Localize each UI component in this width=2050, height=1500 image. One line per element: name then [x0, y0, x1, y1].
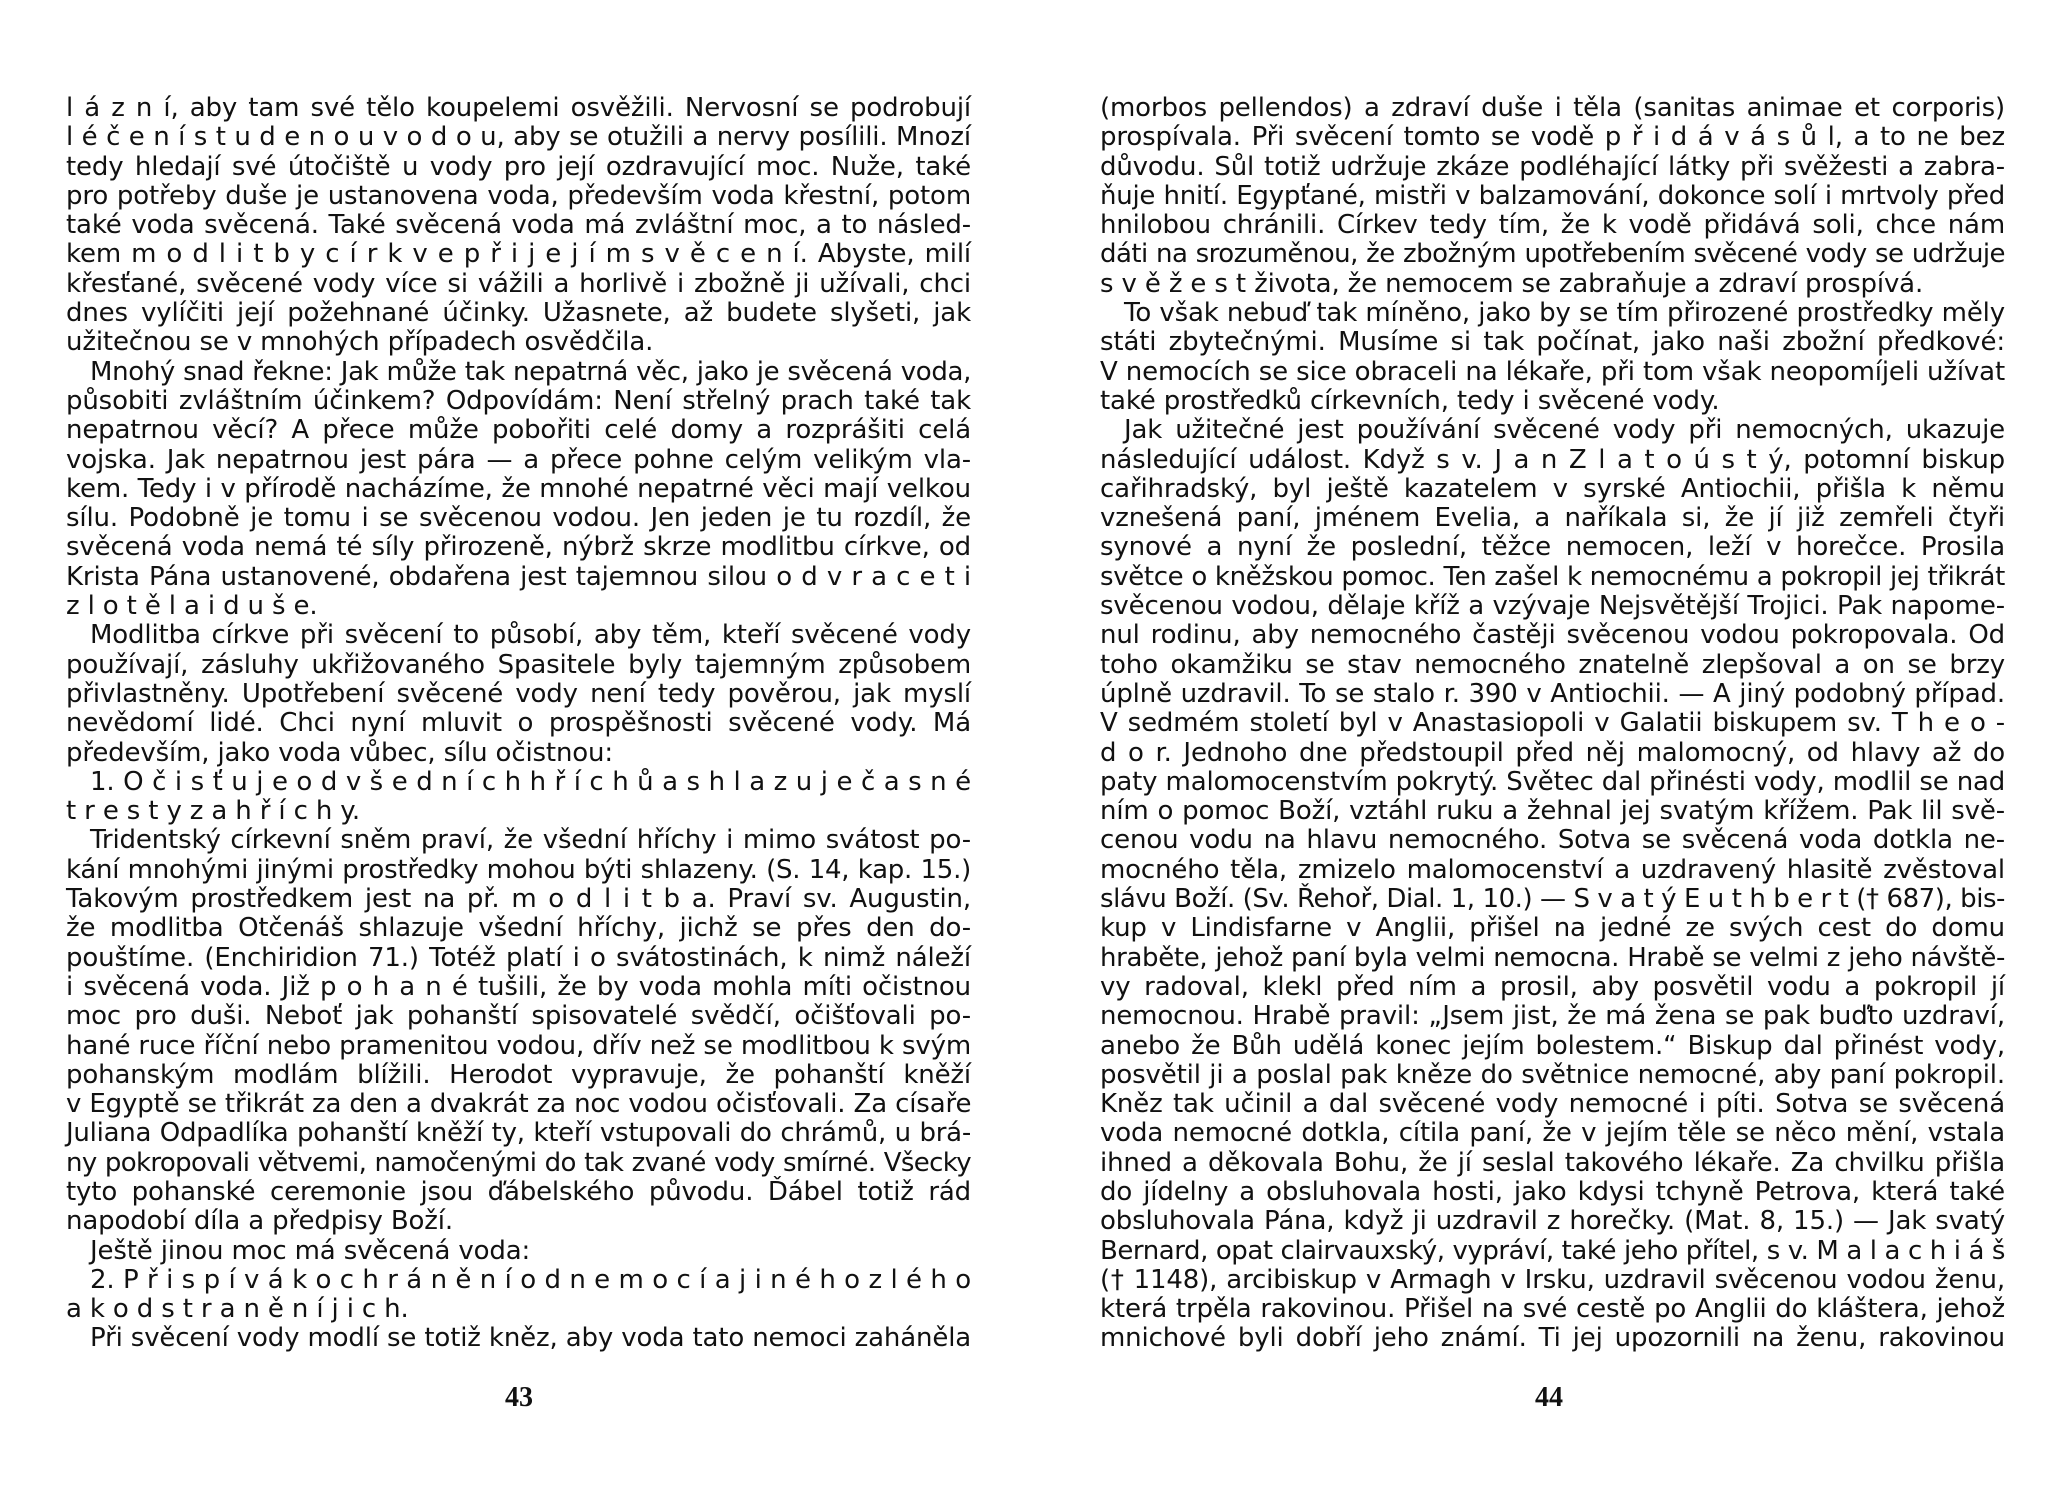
text-line: užitečnou se v mnohých případech osvědčila.	[66, 327, 654, 358]
text-line: 1. O č i s ť u j e o d v š e d n í c h h ř í c h ů a s h l a z u j e č a s n é	[90, 766, 971, 797]
text-line: kání mnohými jinými prostředky mohou býti shlazeny. (S. 14, kap. 15.)	[66, 854, 971, 885]
text-line: nepatrnou věcí? A přece může pobořiti celé domy a rozprášiti celá	[66, 415, 971, 446]
text-line: hnilobou chránili. Církev tedy tím, že k vodě přidává soli, chce nám	[1100, 210, 2005, 241]
text-line: V nemocích se sice obraceli na lékaře, při tom však neopomíjeli užívat	[1100, 356, 2005, 387]
text-line: prospívala. Při svěcení tomto se vodě p ř i d á v á s ů l, a to ne bez	[1100, 122, 2005, 153]
text-line: Krista Pána ustanovené, obdařena jest tajemnou silou o d v r a c e t i	[66, 561, 971, 592]
text-line: vznešená paní, jménem Evelia, a naříkala si, že jí již zemřeli čtyři	[1100, 503, 2005, 534]
text-line: d o r. Jednoho dne předstoupil před něj malomocný, od hlavy až do	[1100, 737, 2005, 768]
text-line: Juliana Odpadlíka pohanští kněží ty, kteří vstupovali do chrámů, u brá-	[66, 1118, 971, 1149]
text-line: paty malomocenstvím pokrytý. Světec dal přinésti vody, modlil se nad	[1100, 766, 2006, 797]
text-line: synové a nyní že poslední, těžce nemocen, leží v horečce. Prosila	[1100, 532, 2005, 563]
text-line: ním o pomoc Boží, vztáhl ruku a žehnal jej svatým křížem. Pak lil svě-	[1100, 796, 2005, 827]
text-line: l é č e n í s t u d e n o u v o d o u, aby se otužili a nervy posílili. Mnozí	[66, 122, 971, 153]
right-page	[1100, 94, 2005, 1354]
page-number-left: 43	[505, 1382, 533, 1413]
text-line: křesťané, svěcené vody více si vážili a horlivě i zbožně ji užívali, chci	[66, 268, 971, 299]
text-line: mnichové byli dobří jeho známí. Ti jej upozornili na ženu, rakovinou	[1100, 1323, 2005, 1354]
text-line: mocného těla, zmizelo malomocenství a uzdravený hlasitě zvěstoval	[1100, 854, 2005, 885]
text-line: do jídelny a obsluhovala hosti, jako kdysi tchyně Petrova, která také	[1100, 1176, 2005, 1207]
text-line: Modlitba církve při svěcení to působí, aby těm, kteří svěcené vody	[90, 620, 971, 651]
text-line: kem. Tedy i v přírodě nacházíme, že mnohé nepatrné věci mají velkou	[66, 473, 971, 504]
text-line: pouštíme. (Enchiridion 71.) Totéž platí i o svátostinách, k nimž náleží	[66, 942, 971, 973]
text-line: úplně uzdravil. To se stalo r. 390 v Antiochii. — A jiný podobný případ.	[1100, 678, 2005, 709]
text-line: voda nemocné dotkla, cítila paní, že v jejím těle se něco mění, vstala	[1100, 1118, 2005, 1149]
left-page	[66, 94, 971, 1354]
text-line: pro potřeby duše je ustanovena voda, především voda křestní, potom	[66, 180, 971, 211]
text-line: toho okamžiku se stav nemocného znatelně zlepšoval a on se brzy	[1100, 649, 2005, 680]
text-line: obsluhovala Pána, když ji uzdravil z horečky. (Mat. 8, 15.) — Jak svatý	[1100, 1206, 2005, 1237]
text-line: že modlitba Otčenáš shlazuje všední hříchy, jichž se přes den do-	[66, 913, 971, 944]
text-line: následující událost. Když s v. J a n Z l a t o ú s t ý, potomní biskup	[1100, 444, 2005, 475]
text-line: posvětil ji a poslal pak kněze do světnice nemocné, aby paní pokropil.	[1100, 1059, 2005, 1090]
text-line: přivlastněny. Upotřebení svěcené vody není tedy pověrou, jak myslí	[66, 678, 971, 709]
text-line: hraběte, jehož paní byla velmi nemocna. Hrabě se velmi z jeho návště-	[1100, 942, 2005, 973]
text-line: l á z n í, aby tam své tělo koupelemi osvěžili. Nervosní se podrobují	[66, 93, 971, 123]
text-line: V sedmém století byl v Anastasiopoli v Galatii biskupem sv. T h e o -	[1100, 708, 2005, 739]
text-line: Bernard, opat clairvauxský, vypráví, také jeho přítel, s v. M a l a c h i á š	[1100, 1235, 2005, 1266]
text-line: svěcenou vodou, dělaje kříž a vzývaje Nejsvětější Trojici. Pak napome-	[1100, 591, 2005, 622]
text-line: především, jako voda vůbec, sílu očistnou:	[66, 737, 614, 768]
text-line: nevědomí lidé. Chci nyní mluvit o prospěšnosti svěcené vody. Má	[66, 708, 971, 739]
text-line: († 1148), arcibiskup v Armagh v Irsku, uzdravil svěcenou vodou ženu,	[1100, 1264, 2005, 1295]
text-line: svěcená voda nemá té síly přirozeně, nýbrž skrze modlitbu církve, od	[66, 532, 971, 563]
text-line: (morbos pellendos) a zdraví duše i těla (sanitas animae et corporis)	[1100, 93, 2005, 123]
text-line: s v ě ž e s t života, že nemocem se zabraňuje a zdraví prospívá.	[1100, 268, 1924, 299]
text-line: pohanským modlám blížili. Herodot vypravuje, že pohanští kněží	[66, 1059, 971, 1090]
text-line: používají, zásluhy ukřižovaného Spasitele byly tajemným způsobem	[66, 649, 971, 680]
text-line: dnes vylíčiti její požehnané účinky. Užasnete, až budete slyšeti, jak	[66, 298, 971, 329]
text-line: tedy hledají své útočiště u vody pro její ozdravující moc. Nuže, také	[66, 151, 971, 182]
text-line: kem m o d l i t b y c í r k v e p ř i j e j í m s v ě c e n í. Abyste, milí	[66, 239, 971, 270]
text-line: i svěcená voda. Již p o h a n é tušili, že by voda mohla míti očistnou	[66, 971, 971, 1002]
text-line: z l o t ě l a i d u š e.	[66, 591, 318, 622]
text-line: ihned a děkovala Bohu, že jí seslal takového lékaře. Za chvilku přišla	[1100, 1147, 2005, 1178]
text-line: hané ruce říční nebo pramenitou vodou, dřív než se modlitbou k svým	[66, 1030, 971, 1061]
text-line: kup v Lindisfarne v Anglii, přišel na jedné ze svých cest do domu	[1100, 913, 2005, 944]
text-line: cařihradský, byl ještě kazatelem v syrské Antiochii, přišla k němu	[1100, 473, 2005, 504]
text-line: slávu Boží. (Sv. Řehoř, Dial. 1, 10.) — S v a t ý E u t h b e r t († 687), bis-	[1100, 884, 2005, 915]
text-line: důvodu. Sůl totiž udržuje zkáze podléhající látky při svěžesti a zabra-	[1100, 151, 2005, 182]
text-line: a k o d s t r a n ě n í j i c h.	[66, 1294, 409, 1325]
page-number-right: 44	[1535, 1382, 1563, 1413]
text-line: To však nebuď tak míněno, jako by se tím přirozené prostředky měly	[1124, 298, 2005, 329]
text-line: moc pro duši. Neboť jak pohanští spisovatelé svědčí, očišťovali po-	[66, 1001, 971, 1032]
text-line: napodobí díla a předpisy Boží.	[66, 1206, 453, 1237]
text-line: Ještě jinou moc má svěcená voda:	[90, 1235, 531, 1266]
text-line: sílu. Podobně je tomu i se svěcenou vodou. Jen jeden je tu rozdíl, že	[66, 503, 971, 534]
text-line: 2. P ř i s p í v á k o c h r á n ě n í o d n e m o c í a j i n é h o z l é h o	[90, 1264, 971, 1295]
text-line: státi zbytečnými. Musíme si tak počínat, jako naši zbožní předkové:	[1100, 327, 2005, 358]
text-line: světce o kněžskou pomoc. Ten zašel k nemocnému a pokropil jej třikrát	[1100, 561, 2005, 592]
text-line: nul rodinu, aby nemocného častěji svěcenou vodou pokropovala. Od	[1100, 620, 2005, 651]
text-line: působiti zvláštním účinkem? Odpovídám: Není střelný prach také tak	[66, 385, 971, 416]
text-line: Tridentský církevní sněm praví, že všední hříchy i mimo svátost po-	[90, 825, 971, 856]
text-line: tyto pohanské ceremonie jsou ďábelského původu. Ďábel totiž rád	[66, 1176, 971, 1207]
text-line: t r e s t y z a h ř í c h y.	[66, 796, 360, 827]
text-line: ňuje hnití. Egypťané, mistři v balzamování, dokonce solí i mrtvoly před	[1100, 180, 2005, 211]
text-line: vy radoval, klekl před ním a prosil, aby posvětil vodu a pokropil jí	[1100, 971, 2005, 1002]
text-line: také prostředků církevních, tedy i svěcené vody.	[1100, 385, 1720, 416]
text-line: nemocnou. Hrabě pravil: „Jsem jist, že má žena se pak buďto uzdraví,	[1100, 1001, 2005, 1032]
text-line: cenou vodu na hlavu nemocného. Sotva se svěcená voda dotkla ne-	[1100, 825, 2005, 856]
text-line: v Egyptě se třikrát za den a dvakrát za noc vodou očisťovali. Za císaře	[66, 1089, 972, 1120]
text-line: Jak užitečné jest používání svěcené vody při nemocných, ukazuje	[1124, 415, 2005, 446]
text-line: která trpěla rakovinou. Přišel na své cestě po Anglii do kláštera, jehož	[1100, 1294, 2005, 1325]
text-line: Mnohý snad řekne: Jak může tak nepatrná věc, jako je svěcená voda,	[90, 356, 971, 387]
text-line: Takovým prostředkem jest na př. m o d l i t b a. Praví sv. Augustin,	[66, 884, 971, 915]
text-line: vojska. Jak nepatrnou jest pára — a přece pohne celým velikým vla-	[66, 444, 971, 475]
text-line: dáti na srozuměnou, že zbožným upotřebením svěcené vody se udržuje	[1100, 239, 2005, 270]
text-line: Při svěcení vody modlí se totiž kněz, aby voda tato nemoci zaháněla	[90, 1323, 972, 1354]
text-line: Kněz tak učinil a dal svěcené vody nemocné i píti. Sotva se svěcená	[1100, 1089, 2005, 1120]
text-line: anebo že Bůh udělá konec jejím bolestem.“ Biskup dal přinést vody,	[1100, 1030, 2005, 1061]
text-line: také voda svěcená. Také svěcená voda má zvláštní moc, a to násled-	[66, 210, 971, 241]
text-line: ny pokropovali větvemi, namočenými do tak zvané vody smírné. Všecky	[66, 1147, 971, 1178]
